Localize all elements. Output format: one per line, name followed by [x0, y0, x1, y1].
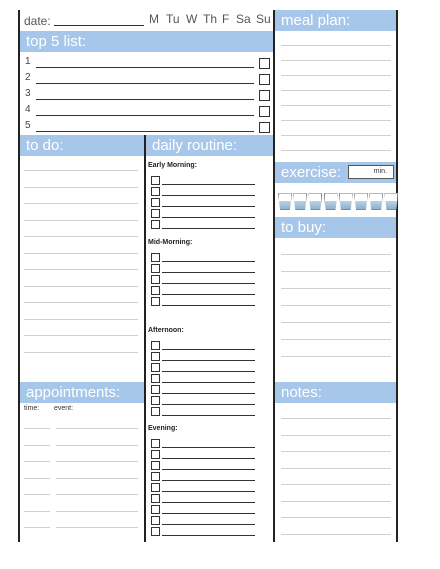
todo-title: to do: — [26, 137, 64, 154]
todo-line[interactable] — [24, 302, 138, 303]
to-buy-line[interactable] — [281, 322, 391, 323]
routine-checkbox[interactable] — [151, 396, 160, 405]
routine-section-label: Afternoon: — [148, 327, 184, 334]
routine-checkbox[interactable] — [151, 527, 160, 536]
appointment-time-line[interactable] — [24, 511, 50, 512]
top5-line[interactable] — [36, 83, 254, 84]
column-divider-right — [273, 10, 275, 542]
todo-header — [20, 135, 144, 156]
appointment-event-line[interactable] — [56, 527, 138, 528]
appointments-event-label: event: — [54, 405, 74, 412]
top5-line[interactable] — [36, 131, 254, 132]
weekday-w[interactable]: W — [186, 12, 198, 26]
water-glass-icon[interactable] — [339, 193, 353, 210]
appointment-event-line[interactable] — [56, 511, 138, 512]
to-buy-line[interactable] — [281, 254, 391, 255]
routine-checkbox[interactable] — [151, 209, 160, 218]
appointment-event-line[interactable] — [56, 478, 138, 479]
routine-checkbox[interactable] — [151, 187, 160, 196]
routine-checkbox[interactable] — [151, 494, 160, 503]
top5-checkbox[interactable] — [259, 90, 270, 101]
appointment-event-line[interactable] — [56, 428, 138, 429]
meal-plan-line[interactable] — [281, 150, 391, 151]
water-glass-icon[interactable] — [354, 193, 368, 210]
notes-line[interactable] — [281, 451, 391, 452]
water-glass-icon[interactable] — [293, 193, 307, 210]
appointment-time-line[interactable] — [24, 428, 50, 429]
routine-line[interactable] — [162, 513, 255, 514]
routine-line[interactable] — [162, 272, 255, 273]
meal-plan-line[interactable] — [281, 75, 391, 76]
to-buy-line[interactable] — [281, 288, 391, 289]
water-glass-icon[interactable] — [384, 193, 398, 210]
routine-line[interactable] — [162, 469, 255, 470]
water-glass-icon[interactable] — [369, 193, 383, 210]
notes-line[interactable] — [281, 418, 391, 419]
todo-line[interactable] — [24, 187, 138, 188]
top5-line[interactable] — [36, 115, 254, 116]
top5-checkbox[interactable] — [259, 58, 270, 69]
routine-checkbox[interactable] — [151, 275, 160, 284]
routine-line[interactable] — [162, 480, 255, 481]
meal-plan-title: meal plan: — [281, 12, 351, 29]
routine-header — [146, 135, 273, 156]
todo-line[interactable] — [24, 203, 138, 204]
routine-line[interactable] — [162, 283, 255, 284]
routine-checkbox[interactable] — [151, 472, 160, 481]
meal-plan-line[interactable] — [281, 135, 391, 136]
weekday-tu[interactable]: Tu — [166, 12, 180, 26]
routine-line[interactable] — [162, 294, 255, 295]
appointments-header — [20, 382, 144, 403]
meal-plan-header — [275, 10, 396, 31]
water-glass-icon[interactable] — [324, 193, 338, 210]
routine-checkbox[interactable] — [151, 374, 160, 383]
exercise-minutes-field[interactable] — [348, 165, 394, 179]
routine-checkbox[interactable] — [151, 407, 160, 416]
column-divider-middle — [144, 135, 146, 542]
routine-line[interactable] — [162, 447, 255, 448]
todo-line[interactable] — [24, 236, 138, 237]
routine-checkbox[interactable] — [151, 450, 160, 459]
appointment-event-line[interactable] — [56, 445, 138, 446]
routine-line[interactable] — [162, 393, 255, 394]
top5-number: 1 — [25, 56, 31, 67]
todo-line[interactable] — [24, 352, 138, 353]
routine-line[interactable] — [162, 371, 255, 372]
top5-title: top 5 list: — [26, 33, 87, 50]
todo-line[interactable] — [24, 253, 138, 254]
todo-line[interactable] — [24, 220, 138, 221]
top5-number: 2 — [25, 72, 31, 83]
weekday-su[interactable]: Su — [256, 12, 271, 26]
appointment-time-line[interactable] — [24, 461, 50, 462]
meal-plan-line[interactable] — [281, 60, 391, 61]
appointment-time-line[interactable] — [24, 445, 50, 446]
top5-line[interactable] — [36, 99, 254, 100]
top5-checkbox[interactable] — [259, 106, 270, 117]
routine-section-label: Evening: — [148, 425, 178, 432]
to-buy-line[interactable] — [281, 356, 391, 357]
appointment-event-line[interactable] — [56, 461, 138, 462]
to-buy-line[interactable] — [281, 339, 391, 340]
routine-checkbox[interactable] — [151, 253, 160, 262]
routine-line[interactable] — [162, 415, 255, 416]
routine-checkbox[interactable] — [151, 352, 160, 361]
routine-checkbox[interactable] — [151, 220, 160, 229]
routine-line[interactable] — [162, 524, 255, 525]
routine-checkbox[interactable] — [151, 341, 160, 350]
date-label: date: — [24, 14, 51, 28]
right-border — [396, 10, 398, 542]
to-buy-line[interactable] — [281, 271, 391, 272]
appointment-time-line[interactable] — [24, 527, 50, 528]
routine-line[interactable] — [162, 184, 255, 185]
appointments-title: appointments: — [26, 384, 121, 401]
appointment-time-line[interactable] — [24, 478, 50, 479]
routine-title: daily routine: — [152, 137, 238, 154]
routine-line[interactable] — [162, 206, 255, 207]
to-buy-title: to buy: — [281, 219, 327, 236]
appointment-event-line[interactable] — [56, 494, 138, 495]
routine-line[interactable] — [162, 349, 255, 350]
notes-line[interactable] — [281, 435, 391, 436]
routine-checkbox[interactable] — [151, 385, 160, 394]
routine-section-label: Early Morning: — [148, 162, 198, 169]
routine-checkbox[interactable] — [151, 198, 160, 207]
top5-checkbox[interactable] — [259, 74, 270, 85]
top5-checkbox[interactable] — [259, 122, 270, 133]
routine-checkbox[interactable] — [151, 516, 160, 525]
to-buy-line[interactable] — [281, 305, 391, 306]
routine-line[interactable] — [162, 491, 255, 492]
date-row — [24, 12, 51, 30]
water-glass-icon[interactable] — [308, 193, 322, 210]
routine-checkbox[interactable] — [151, 363, 160, 372]
notes-line[interactable] — [281, 484, 391, 485]
routine-line[interactable] — [162, 195, 255, 196]
routine-checkbox[interactable] — [151, 286, 160, 295]
date-line[interactable] — [54, 25, 144, 26]
top5-number: 3 — [25, 88, 31, 99]
routine-line[interactable] — [162, 535, 255, 536]
top5-line[interactable] — [36, 67, 254, 68]
notes-header — [275, 382, 396, 403]
routine-line[interactable] — [162, 261, 255, 262]
appointments-time-label: time: — [24, 405, 40, 412]
todo-line[interactable] — [24, 269, 138, 270]
routine-line[interactable] — [162, 228, 255, 229]
to-buy-header — [275, 217, 396, 238]
weekday-m[interactable]: M — [149, 12, 159, 26]
water-glass-icon[interactable] — [278, 193, 292, 210]
routine-checkbox[interactable] — [151, 264, 160, 273]
meal-plan-line[interactable] — [281, 90, 391, 91]
routine-line[interactable] — [162, 458, 255, 459]
weekday-f[interactable]: F — [222, 12, 230, 26]
notes-line[interactable] — [281, 468, 391, 469]
meal-plan-line[interactable] — [281, 45, 391, 46]
todo-line[interactable] — [24, 286, 138, 287]
todo-line[interactable] — [24, 335, 138, 336]
left-border — [18, 10, 20, 542]
routine-checkbox[interactable] — [151, 461, 160, 470]
top5-number: 4 — [25, 104, 31, 115]
routine-line[interactable] — [162, 404, 255, 405]
routine-checkbox[interactable] — [151, 439, 160, 448]
routine-line[interactable] — [162, 305, 255, 306]
notes-title: notes: — [281, 384, 322, 401]
notes-line[interactable] — [281, 501, 391, 502]
routine-checkbox[interactable] — [151, 176, 160, 185]
exercise-unit: min. — [373, 168, 387, 175]
todo-line[interactable] — [24, 170, 138, 171]
routine-checkbox[interactable] — [151, 505, 160, 514]
todo-line[interactable] — [24, 319, 138, 320]
top5-header — [20, 31, 273, 52]
exercise-title: exercise: — [281, 164, 342, 181]
notes-line[interactable] — [281, 517, 391, 518]
meal-plan-line[interactable] — [281, 105, 391, 106]
routine-checkbox[interactable] — [151, 297, 160, 306]
weekday-th[interactable]: Th — [203, 12, 218, 26]
routine-line[interactable] — [162, 217, 255, 218]
routine-line[interactable] — [162, 502, 255, 503]
top5-number: 5 — [25, 120, 31, 131]
weekday-sa[interactable]: Sa — [236, 12, 251, 26]
notes-line[interactable] — [281, 534, 391, 535]
routine-line[interactable] — [162, 360, 255, 361]
routine-section-label: Mid-Morning: — [148, 239, 193, 246]
routine-checkbox[interactable] — [151, 483, 160, 492]
routine-line[interactable] — [162, 382, 255, 383]
meal-plan-line[interactable] — [281, 120, 391, 121]
appointment-time-line[interactable] — [24, 494, 50, 495]
